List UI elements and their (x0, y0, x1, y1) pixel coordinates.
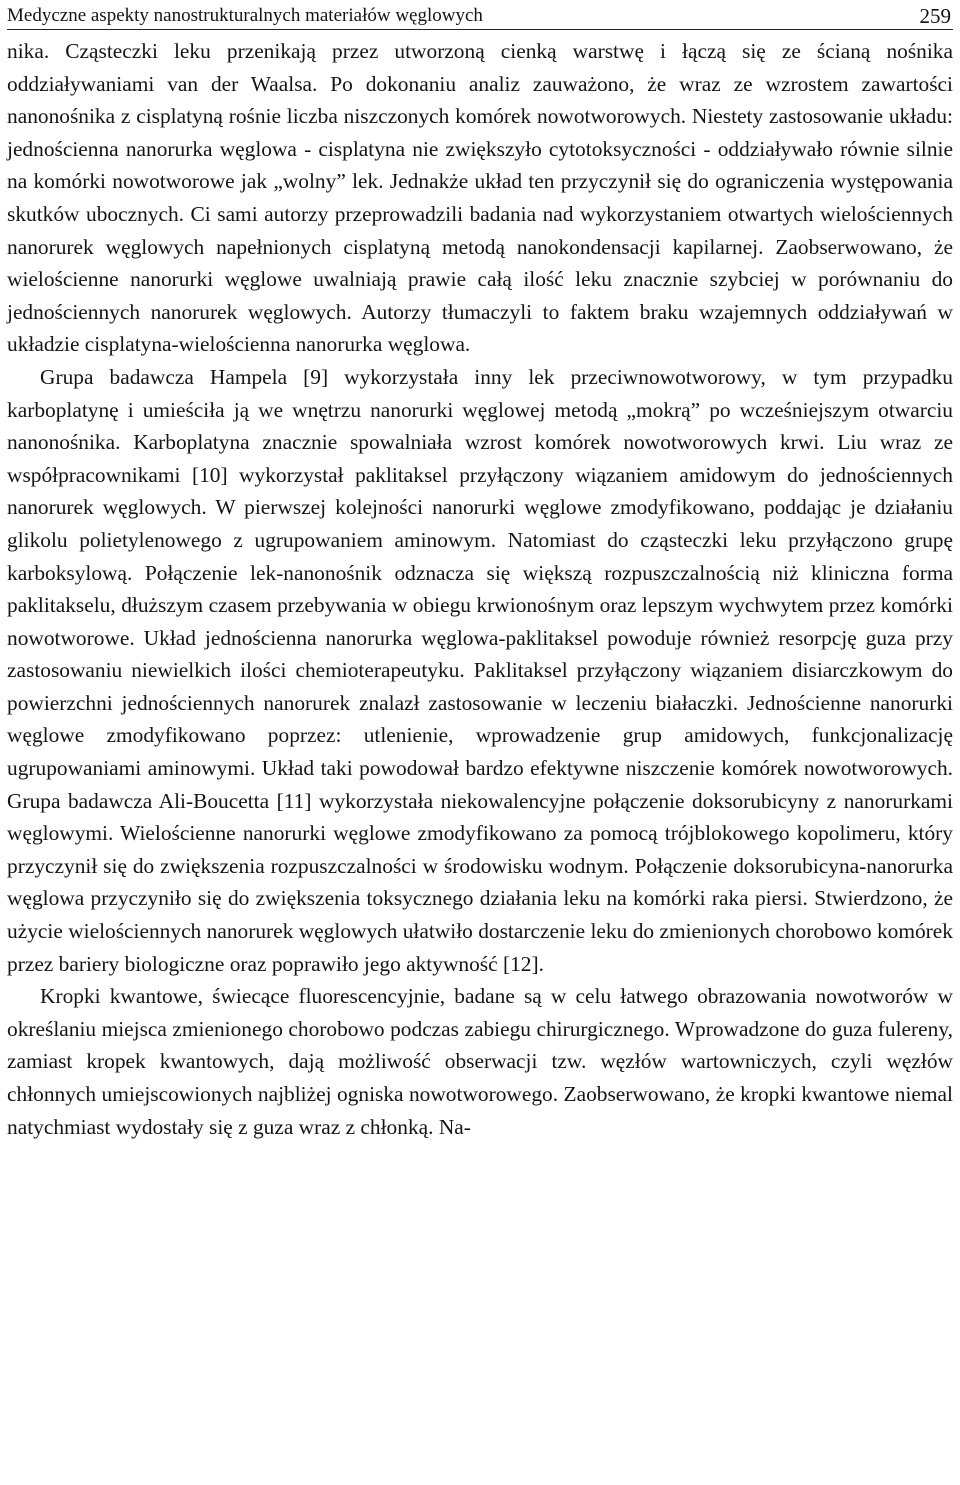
document-page (7, 0, 953, 1143)
body-text (7, 35, 953, 1143)
paragraph-quantum-dots: Kropki kwantowe, świecące fluorescencyjnie, badane są w celu łatwego obrazowania nowotworów w określaniu miejsca zmienionego chorobowo podczas zabiegu chirurgicznego. Wprowadzone do guza fulereny, zamiast kropek kwantowych, dają możliwość obserwacji tzw. węzłów wartowniczych, czyli węzłów chłonnych umiejscowionych najbliżej ogniska nowotworowego. Zaobserwowano, że kropki kwantowe niemal natychmiast wydostały się z guza wraz z chłonką. Na- (7, 984, 953, 1139)
header-title: Medyczne aspekty nanostrukturalnych materiałów węglowych (7, 5, 483, 26)
running-header (7, 0, 953, 30)
paragraph-hampel: Grupa badawcza Hampela [9] wykorzystała inny lek przeciwnowotworowy, w tym przypadku karboplatynę i umieściła ją we wnętrzu nanorurki węglowej metodą „mokrą” po wcześniejszym otwarciu nanonośnika. Karboplatyna znacznie spowalniała wzrost komórek nowotworowych krwi. Liu wraz ze współpracownikami [10] wykorzystał paklitaksel przyłączony wiązaniem amidowym do jednościennych nanorurek węglowych. W pierwszej kolejności nanorurki węglowe zmodyfikowano, poddając je działaniu glikolu polietylenowego z ugrupowaniem aminowym. Natomiast do cząsteczki leku przyłączono grupę karboksylową. Połączenie lek-nanonośnik odznacza się większą rozpuszczalnością niż kliniczna forma paklitakselu, dłuższym czasem przebywania w obiegu krwionośnym oraz lepszym wychwytem przez komórki nowotworowe. Układ jednościenna nanorurka węglowa-paklitaksel powoduje również resorpcję guza przy zastosowaniu niewielkich ilości chemioterapeutyku. Paklitaksel przyłączony wiązaniem disiarczkowym do powierzchni jednościennych nanorurek znalazł zastosowanie w leczeniu białaczki. Jednościenne nanorurki węglowe zmodyfikowano poprzez: utlenienie, wprowadzenie grup amidowych, funkcjonalizację ugrupowaniami aminowymi. Układ taki powodował bardzo efektywne niszczenie komórek nowotworowych. Grupa badawcza Ali-Boucetta [11] wykorzystała niekowalencyjne połączenie doksorubicyny z nanorurkami węglowymi. Wielościenne nanorurki węglowe zmodyfikowano za pomocą trójblokowego kopolimeru, który przyczynił się do zwiększenia rozpuszczalności w środowisku wodnym. Połączenie doksorubicyna-nanorurka węglowa przyczyniło się do zwiększenia toksycznego działania leku na komórki raka piersi. Stwierdzono, że użycie wielościennych nanorurek węglowych ułatwiło dostarczenie leku do zmienionych chorobowo komórek przez bariery biologiczne oraz poprawiło jego aktywność [12]. (7, 364, 953, 976)
page-number: 259 (919, 4, 951, 28)
paragraph-continuation: nika. Cząsteczki leku przenikają przez utworzoną cienką warstwę i łączą się ze ścianą nośnika oddziaływaniami van der Waalsa. Po dokonaniu analiz zauważono, że wraz ze wzrostem zawartości nanonośnika z cisplatyną rośnie liczba niszczonych komórek nowotworowych. Niestety zastosowanie układu: jednościenna nanorurka węglowa - cisplatyna nie zwiększyło cytotoksyczności - oddziaływało równie silnie na komórki nowotworowe jak „wolny” lek. Jednakże układ ten przyczynił się do ograniczenia występowania skutków ubocznych. Ci sami autorzy przeprowadzili badania nad wykorzystaniem otwartych wielościennych nanorurek węglowych napełnionych cisplatyną metodą nanokondensacji kapilarnej. Zaobserwowano, że wielościenne nanorurki węglowe uwalniają prawie całą ilość leku znacznie szybciej w porównaniu do jednościennych nanorurek węglowych. Autorzy tłumaczyli to faktem braku wzajemnych oddziaływań w układzie cisplatyna-wielościenna nanorurka węglowa. (7, 39, 953, 357)
